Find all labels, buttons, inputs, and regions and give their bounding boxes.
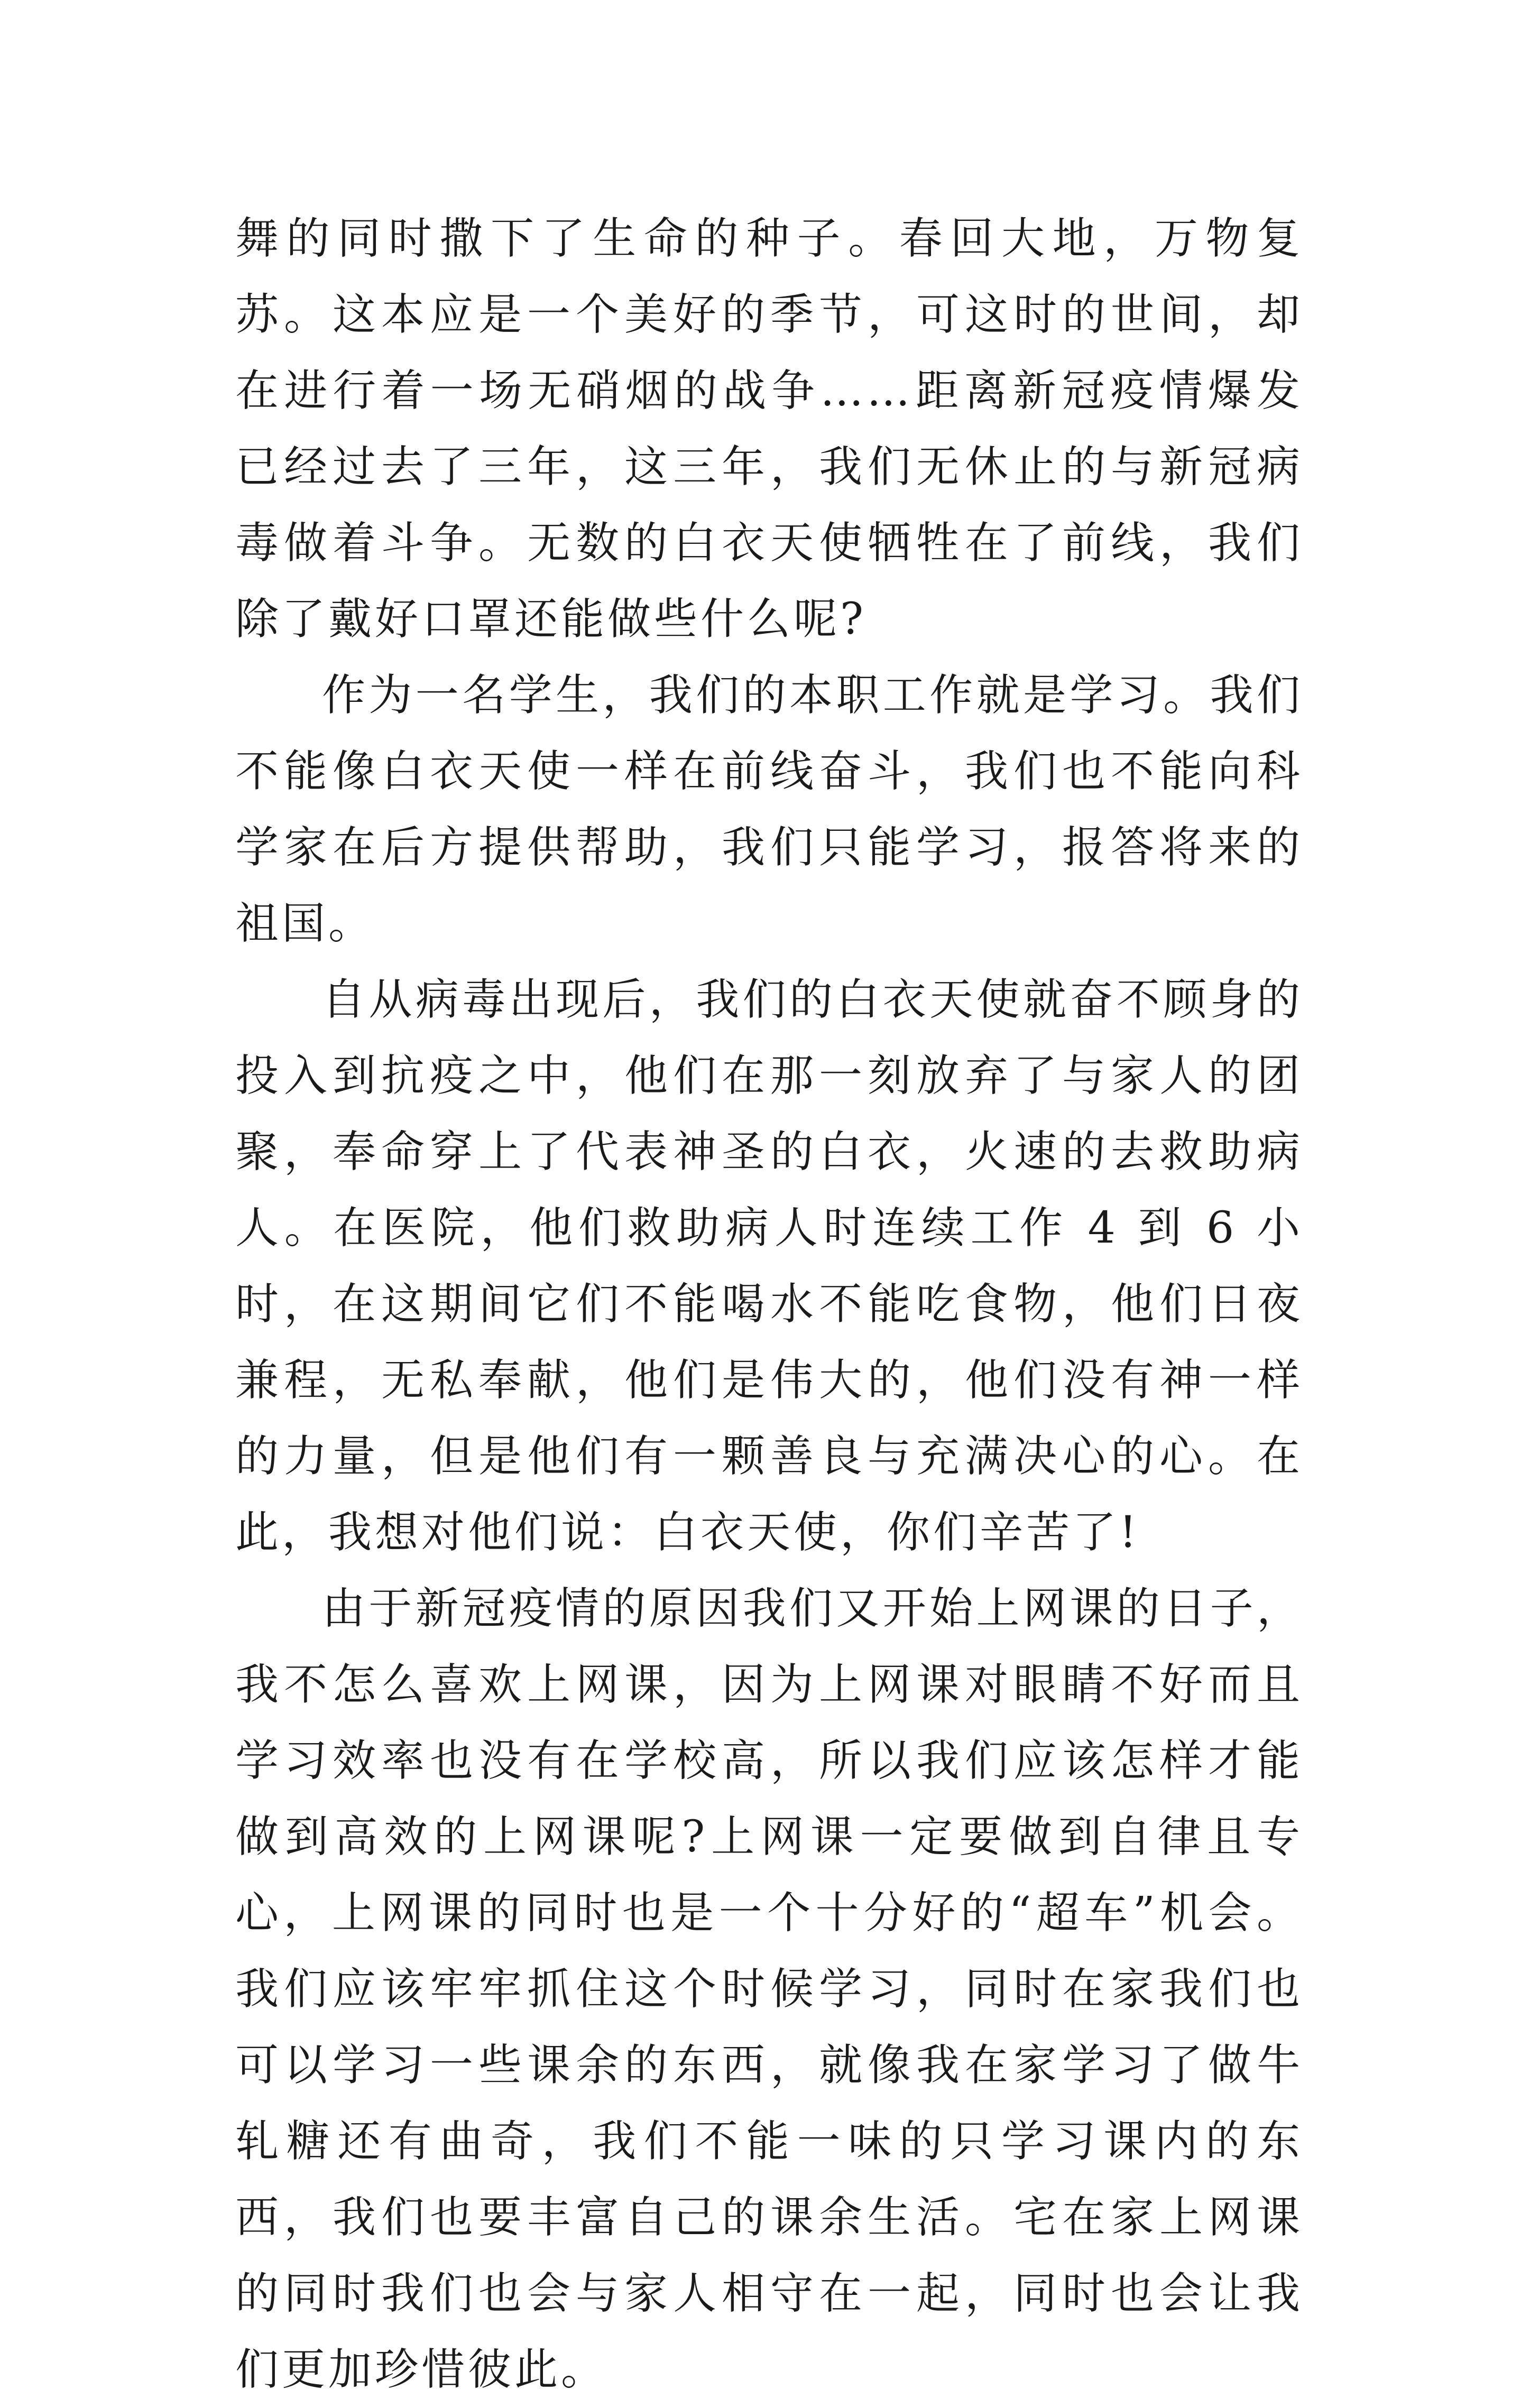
paragraph-2: 作为一名学生，我们的本职工作就是学习。我们不能像白衣天使一样在前线奋斗，我们也不能向科学家在后方提供帮助，我们只能学习，报答将来的祖国。 (235, 670, 1303, 949)
paragraph-3: 自从病毒出现后，我们的白衣天使就奋不顾身的投入到抗疫之中，他们在那一刻放弃了与家人的团聚，奉命穿上了代表神圣的白衣，火速的去救助病人。在医院，他们救助病人时连续工作 4 到 6 小时，在这期间它们不能喝水不能吃食物，他们日夜兼程，无私奉献，他们是伟大的，他们没有神一样的力量，但是他们有一颗善良与充满决心的心。在此，我想对他们说：白衣天使，你们辛苦了! (235, 975, 1303, 1558)
paragraph-4: 由于新冠疫情的原因我们又开始上网课的日子，我不怎么喜欢上网课，因为上网课对眼睛不好而且学习效率也没有在学校高，所以我们应该怎样才能做到高效的上网课呢?上网课一定要做到自律且专心，上网课的同时也是一个十分好的“超车”机会。我们应该牢牢抓住这个时候学习，同时在家我们也可以学习一些课余的东西，就像我在家学习了做牛轧糖还有曲奇，我们不能一味的只学习课内的东西，我们也要丰富自己的课余生活。宅在家上网课的同时我们也会与家人相守在一起，同时也会让我们更加珍惜彼此。 (235, 1583, 1303, 2395)
paragraph-1: 舞的同时撒下了生命的种子。春回大地，万物复苏。这本应是一个美好的季节，可这时的世间，却在进行着一场无硝烟的战争……距离新冠疫情爆发已经过去了三年，这三年，我们无休止的与新冠病毒做着斗争。无数的白衣天使牺牲在了前线，我们除了戴好口罩还能做些什么呢? (235, 214, 1303, 644)
document-body (235, 201, 1303, 2408)
